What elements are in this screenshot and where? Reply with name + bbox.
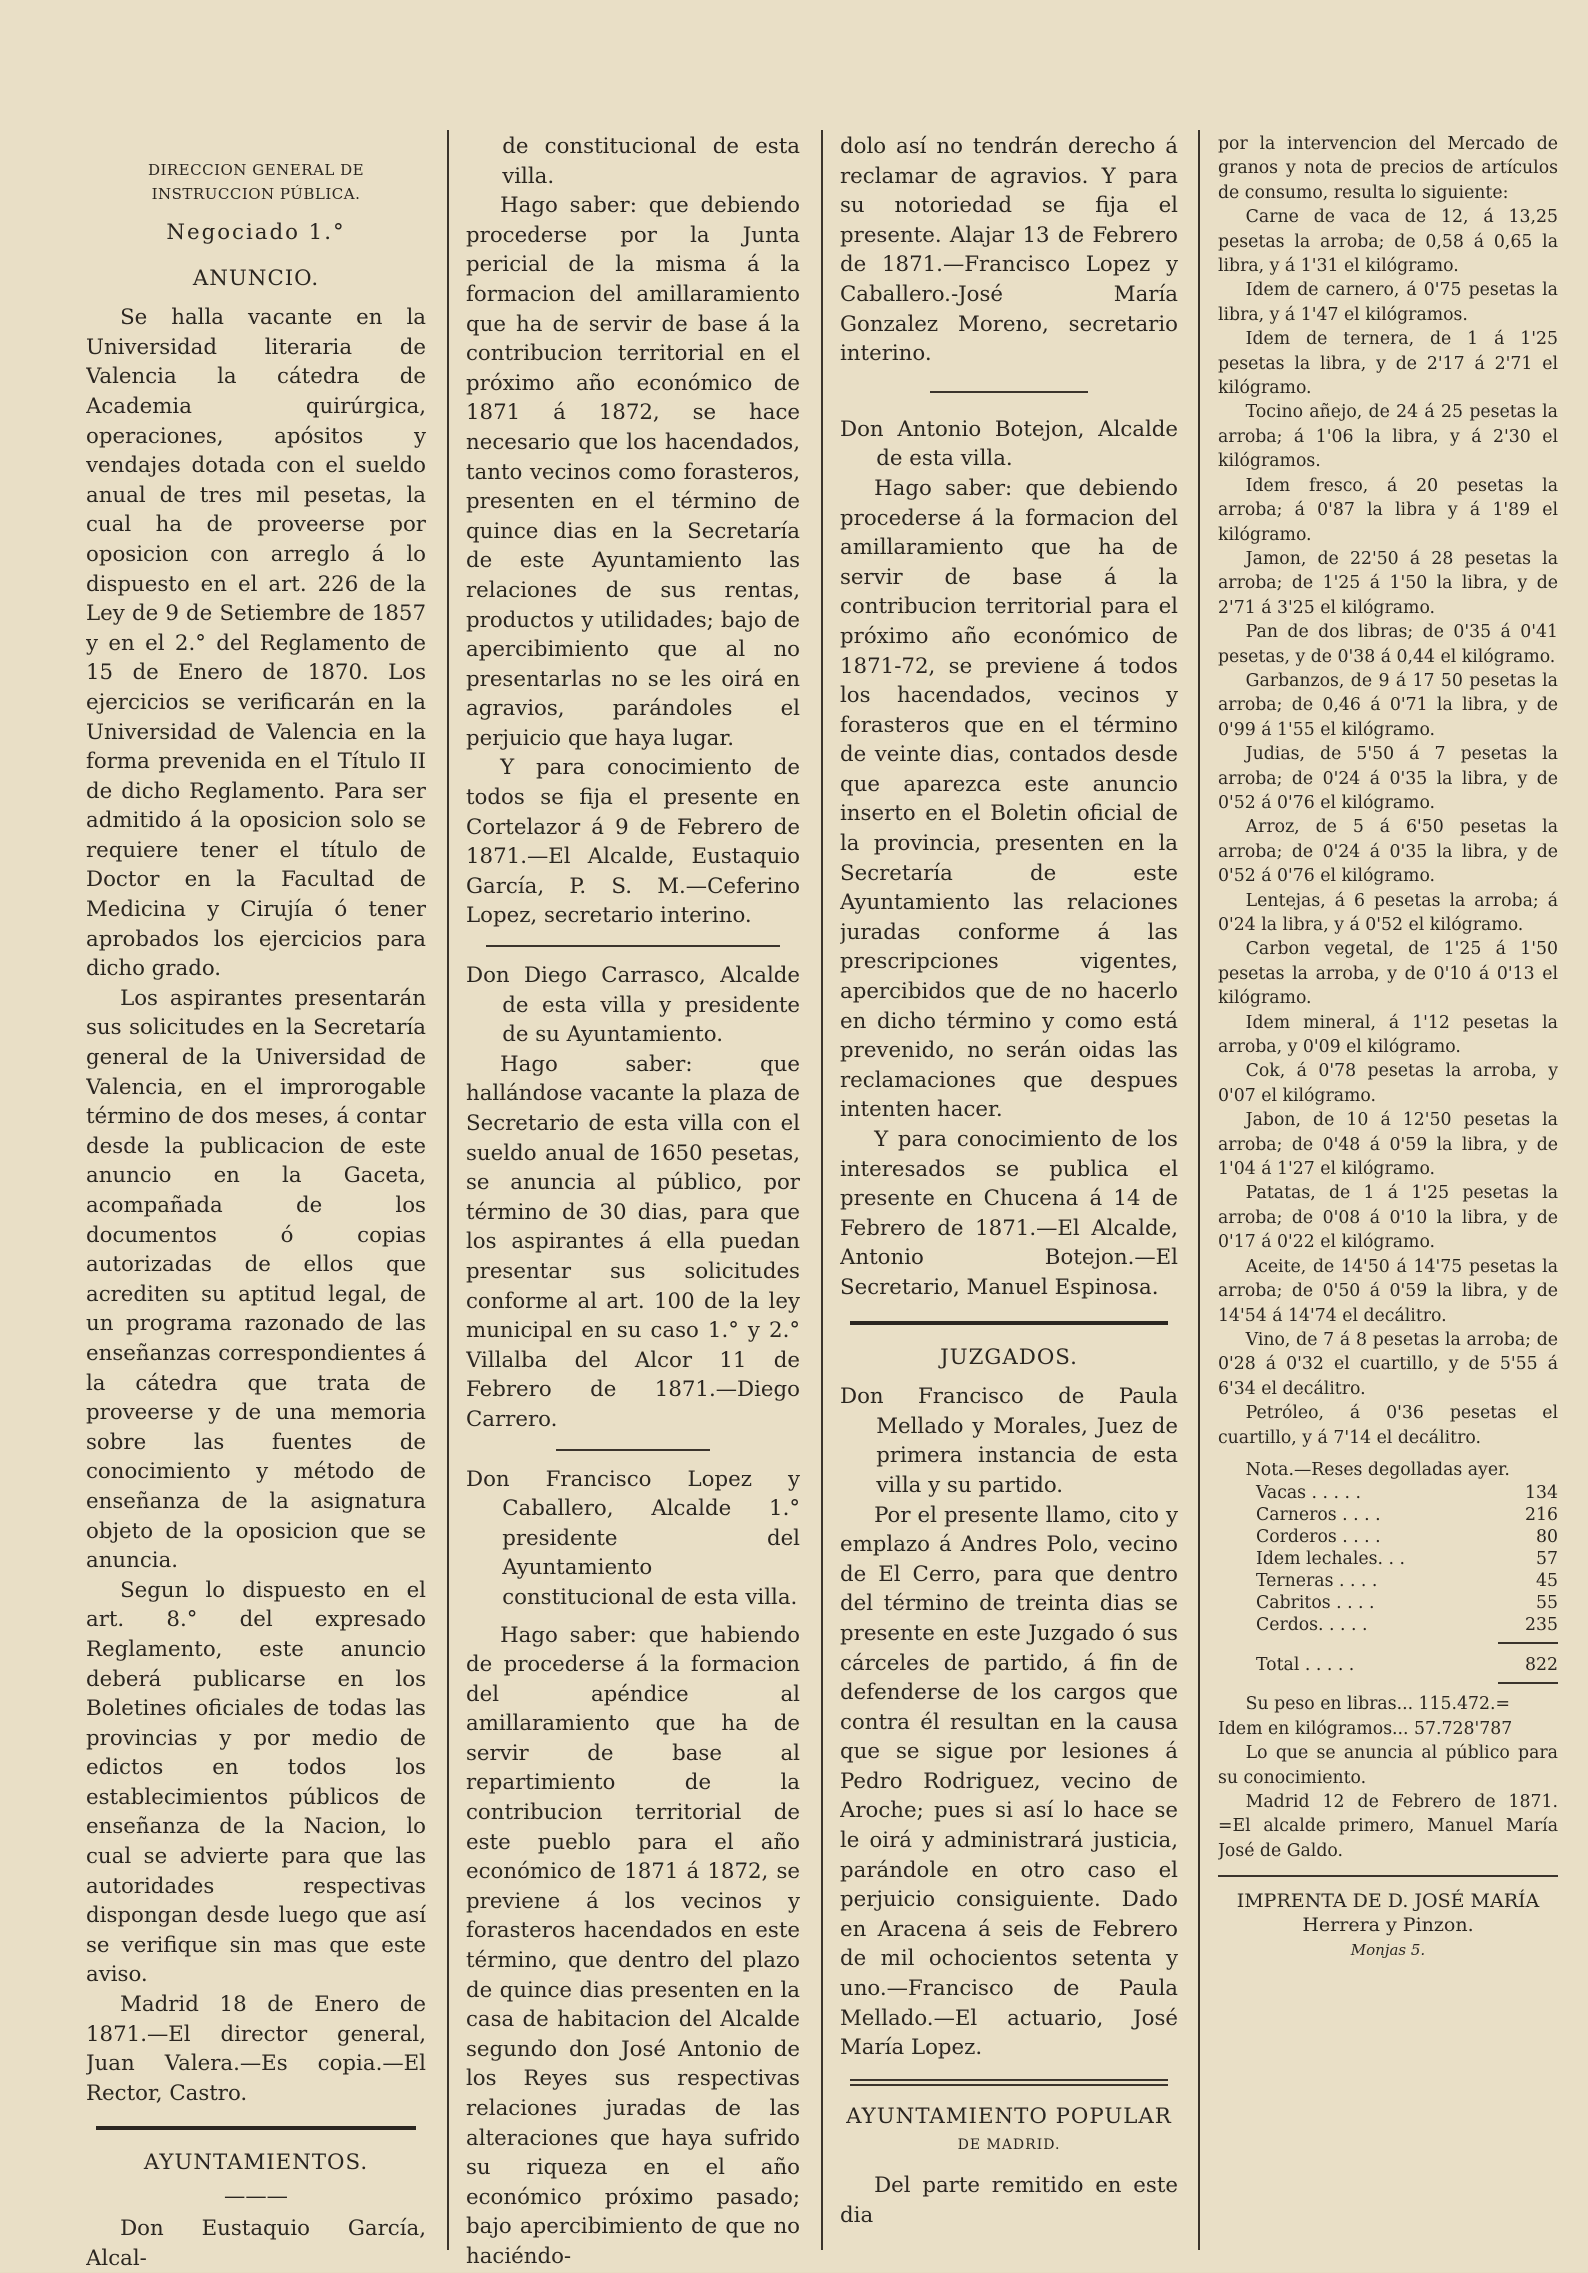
imprenta-address [1218, 1937, 1558, 1962]
price-item: Arroz, de 5 á 6'50 pesetas la arroba; de 0'24 á 0'35 la libra, y de 0'52 á 0'76 el kilógramo. [1218, 817, 1558, 887]
table-row [1218, 1548, 1558, 1570]
row-label: Vacas . . . . . [1256, 1483, 1361, 1504]
paragraph: de constitucional de esta villa. [502, 134, 800, 189]
row-value: 55 [1536, 1593, 1558, 1614]
paragraph: Madrid 12 de Febrero de 1871. =El alcalde primero, Manuel María José de Galdo. [1218, 1791, 1558, 1861]
paragraph: Por el presente llamo, cito y emplazo á Andres Polo, vecino de El Cerro, para que dentro del término de treinta dias se presente en este Juzgado ó sus cárceles de partido, á fin de defenderse de los cargos que contra él resultan en la causa que se sigue por lesiones á Pedro Rodriguez, vecino de Aroche; pues si así lo hace se le oirá y administrará justicia, parándole en otro caso el perjuicio consiguiente. Dado en Aracena á seis de Febrero de mil ochocientos setenta y uno.—Francisco de Paula Mellado.—El actuario, José María Lopez. [840, 1502, 1178, 2061]
total-rule-row [1218, 1636, 1558, 1644]
peso-line: Idem en kilógramos... 57.728'787 [1218, 1718, 1513, 1739]
table-row [1218, 1482, 1558, 1504]
row-value: 216 [1525, 1505, 1558, 1526]
row-label: Cerdos. . . . . [1256, 1615, 1368, 1636]
paragraph: Los aspirantes presentarán sus solicitudes en la Secretaría general de la Universidad de Valencia, en el improrogable término de dos meses, á contar desde la publicacion de este anuncio en la Gaceta, acompañada de los documentos ó copias autorizadas de ellos que acrediten su aptitud legal, de un programa razonado de las enseñanzas correspondientes á la cátedra que trata de proveerse y de una memoria sobre las fuentes de conocimiento y método de enseñanza de la asignatura objeto de la oposicion que se anuncia. [86, 985, 426, 1574]
price-item: Patatas, de 1 á 1'25 pesetas la arroba; de 0'08 á 0'10 la libra, y de 0'17 á 0'22 el kilógramo. [1218, 1183, 1558, 1253]
column-divider [1198, 130, 1200, 2250]
separator-rule [1218, 1875, 1558, 1877]
paragraph: Lo que se anuncia al público para su conocimiento. [1218, 1743, 1558, 1788]
heading-official [466, 1465, 800, 1613]
imprenta-address-text: Monjas 5. [1350, 1941, 1426, 1960]
paragraph: Hago saber: que habiendo de procederse á la formacion del apéndice al amillaramiento que ha de servir de base al repartimiento de la contribucion territorial de este pueblo para el año económico de 1871 á 1872, se previene á los vecinos y forasteros hacendados en este término, que dentro del plazo de quince dias presenten en la casa de habitacion del Alcalde segundo don José Antonio de los Reyes sus respectivas relaciones juradas de las alteraciones que haya sufrido su riqueza en el año económico próximo pasado; bajo apercibimiento de que no haciéndo- [466, 1622, 800, 2269]
heading-official [840, 1382, 1178, 1500]
column-3 [840, 132, 1178, 2230]
row-value: 235 [1525, 1615, 1558, 1636]
table-row [1218, 1504, 1558, 1526]
paragraph: Hago saber: que hallándose vacante la plaza de Secretario de esta villa con el sueldo anual de 1650 pesetas, se anuncia al público, por término de 30 dias, para que los aspirantes á ella puedan presentar sus solicitudes conforme al art. 100 de la ley municipal en su caso 1.° y 2.° Villalba del Alcor 11 de Febrero de 1871.—Diego Carrero. [466, 1051, 800, 1432]
price-item: Garbanzos, de 9 á 17 50 pesetas la arroba; de 0,46 á 0'71 la libra, y de 0'99 á 1'55 el kilógramo. [1218, 670, 1558, 740]
paragraph: Hago saber: que debiendo procederse á la formacion del amillaramiento que ha de servir de base á la contribucion territorial para el próximo año económico de 1871-72, se previene á todos los hacendados, vecinos y forasteros que en el término de veinte dias, contados desde que aparezca este anuncio inserto en el Boletin oficial de la provincia, presenten en la Secretaría de este Ayuntamiento las relaciones juradas conforme á las prescripciones vigentes, apercibidos que de no hacerlo en dicho término y como está prevenido, no serán oidas las reclamaciones que despues intenten hacer. [840, 475, 1178, 1123]
row-label: Corderos . . . . [1256, 1527, 1381, 1548]
price-item: Aceite, de 14'50 á 14'75 pesetas la arroba; de 0'50 á 0'59 la libra, y de 14'54 á 14'74 el decálitro. [1218, 1256, 1558, 1326]
heading-official [840, 415, 1178, 474]
paragraph: Hago saber: que debiendo procederse por la Junta pericial de la misma á la formacion del amillaramiento que ha de servir de base á la contribucion territorial en el próximo año económico de 1871 á 1872, se hace necesario que los hacendados, tanto vecinos como forasteros, presenten en el término de quince dias en la Secretaría de este Ayuntamiento las relaciones de sus rentas, productos y utilidades; bajo de apercibimiento que al no presentarlas no se les oirá en agravios, parándoles el perjuicio que haya lugar. [466, 193, 800, 751]
heading-official [466, 961, 800, 1050]
price-item: Tocino añejo, de 24 á 25 pesetas la arroba; á 1'06 la libra, y á 2'30 el kilógramos. [1218, 402, 1558, 472]
column-divider [447, 130, 449, 2250]
row-value: 134 [1525, 1483, 1558, 1504]
heading-text: Don Diego Carrasco, Alcalde de esta villa y presidente de su Ayuntamiento. [466, 963, 800, 1048]
separator-rule [486, 945, 780, 947]
dash-separator: ——— [224, 2184, 288, 2209]
total-rule [1498, 1682, 1558, 1684]
ayuntamiento-popular-title: AYUNTAMIENTO POPULAR [846, 2103, 1172, 2129]
column-divider [821, 130, 823, 2250]
table-row [1218, 1592, 1558, 1614]
price-item: Lentejas, á 6 pesetas la arroba; á 0'24 la libra, y á 0'52 el kilógramo. [1218, 890, 1558, 935]
row-label: Idem lechales. . . [1256, 1549, 1405, 1570]
paragraph: Se halla vacante en la Universidad literaria de Valencia la cátedra de Academia quirúrgica, operaciones, apósitos y vendajes dotada con el sueldo anual de tres mil pesetas, la cual ha de proveerse por oposicion con arreglo á lo dispuesto en el art. 226 de la Ley de 9 de Setiembre de 1857 y en el 2.° del Reglamento de 15 de Enero de 1870. Los ejercicios se verificarán en la Universidad de Valencia en la forma prevenida en el Título II de dicho Reglamento. Para ser admitido á la oposicion solo se requiere tener el título de Doctor en la Facultad de Medicina y Cirujía ó tener aprobados los ejercicios para dicho grado. [86, 305, 426, 982]
price-item: Carne de vaca de 12, á 13,25 pesetas la arroba; de 0,58 á 0,65 la libra, y á 1'31 el kilógramo. [1218, 207, 1558, 277]
table-row [1218, 1526, 1558, 1548]
paragraph: Del parte remitido en este dia [840, 2173, 1178, 2228]
heading-text: Don Francisco Lopez y Caballero, Alcalde 1.° presidente del Ayuntamiento constitucional de esta villa. [466, 1466, 800, 1610]
price-item: Idem mineral, á 1'12 pesetas la arroba, y 0'09 el kilógramo. [1218, 1012, 1558, 1058]
separator-rule [930, 391, 1088, 393]
section-rule [850, 1321, 1168, 1325]
row-value: 80 [1536, 1527, 1558, 1548]
heading-text: Don Antonio Botejon, Alcalde de esta villa. [840, 416, 1178, 472]
paragraph: Y para conocimiento de todos se fija el presente en Cortelazor á 9 de Febrero de 1871.—El Alcalde, Eustaquio García, P. S. M.—Ceferino Lopez, secretario interino. [466, 755, 800, 929]
column-4 [1218, 132, 1558, 1962]
paragraph: dolo así no tendrán derecho á reclamar de agravios. Y para su notoriedad se fija el presente. Alajar 13 de Febrero de 1871.—Francisco Lopez y Caballero.-José María Gonzalez Moreno, secretario interino. [840, 134, 1178, 367]
juzgados-title: JUZGADOS. [940, 1344, 1078, 1370]
price-item: Pan de dos libras; de 0'35 á 0'41 pesetas, y de 0'38 á 0,44 el kilógramo. [1218, 622, 1558, 667]
negociado-label: Negociado 1.° [166, 220, 346, 245]
paragraph: Y para conocimiento de los interesados se publica el presente en Chucena á 14 de Febrero de 1871.—El Alcalde, Antonio Botejon.—El Secretario, Manuel Espinosa. [840, 1127, 1178, 1300]
peso-line: Su peso en libras... 115.472.= [1245, 1694, 1510, 1715]
paragraph: Don Eustaquio García, Alcal- [86, 2216, 426, 2271]
imprenta-line: IMPRENTA DE D. JOSÉ MARÍA Herrera y Pinzon. [1236, 1890, 1540, 1937]
column-2 [466, 132, 800, 2272]
paragraph: por la intervencion del Mercado de granos y nota de precios de artículos de consumo, resulta lo siguiente: [1218, 134, 1558, 203]
price-item: Carbon vegetal, de 1'25 á 1'50 pesetas la arroba, y de 0'10 á 0'13 el kilógramo. [1218, 939, 1558, 1009]
paragraph: Madrid 18 de Enero de 1871.—El director general, Juan Valera.—Es copia.—El Rector, Castro. [86, 1992, 426, 2106]
price-item: Jabon, de 10 á 12'50 pesetas la arroba; de 0'48 á 0'59 la libra, y de 1'04 á 1'27 el kilógramo. [1218, 1110, 1558, 1180]
row-label: Terneras . . . . [1256, 1571, 1378, 1592]
price-item: Judias, de 5'50 á 7 pesetas la arroba; de 0'24 á 0'35 la libra, y de 0'52 á 0'76 el kilógramo. [1218, 744, 1558, 813]
ayuntamientos-title: AYUNTAMIENTOS. [143, 2150, 369, 2176]
row-label: Carneros . . . . [1256, 1505, 1381, 1526]
row-label: Cabritos . . . . [1256, 1593, 1375, 1614]
total-rule-row [1218, 1676, 1558, 1684]
row-value: 57 [1536, 1549, 1558, 1570]
table-row [1218, 1614, 1558, 1636]
table-row [1218, 1570, 1558, 1592]
section-header: DIRECCION GENERAL DE INSTRUCCION PÚBLICA. [147, 161, 365, 203]
price-item: Vino, de 7 á 8 pesetas la arroba; de 0'28 á 0'32 el cuartillo, y de 5'55 á 6'34 el decálitro. [1218, 1329, 1558, 1399]
price-item: Idem de carnero, á 0'75 pesetas la libra, y á 1'47 el kilógramos. [1218, 280, 1558, 325]
price-item: Idem de ternera, de 1 á 1'25 pesetas la libra, y de 2'17 á 2'71 el kilógramo. [1218, 329, 1558, 399]
section-rule [96, 2126, 416, 2130]
ayuntamiento-popular-subtitle: DE MADRID. [957, 2137, 1061, 2154]
separator-rule [556, 1449, 710, 1451]
paragraph: Segun lo dispuesto en el art. 8.° del expresado Reglamento, este anuncio deberá publicarse en los Boletines oficiales de todas las provincias y por medio de edictos en todos los establecimientos públicos de enseñanza de la Nacion, lo cual se advierte para que las autoridades respectivas dispongan desde luego que así se verifique sin mas que este aviso. [86, 1577, 426, 1988]
section-rule [850, 2079, 1168, 2086]
price-item: Idem fresco, á 20 pesetas la arroba; á 0'87 la libra y á 1'89 el kilógramo. [1218, 475, 1558, 545]
total-label: Total . . . . . [1256, 1655, 1355, 1676]
price-item: Cok, á 0'78 pesetas la arroba, y 0'07 el kilógramo. [1218, 1061, 1558, 1106]
reses-table [1218, 1482, 1558, 1684]
heading-text: Don Francisco de Paula Mellado y Morales, Juez de primera instancia de esta villa y su partido. [840, 1384, 1178, 1498]
price-item: Jamon, de 22'50 á 28 pesetas la arroba; de 1'25 á 1'50 la libra, y de 2'71 á 3'25 el kilógramo. [1218, 548, 1558, 618]
total-value: 822 [1525, 1655, 1558, 1676]
price-item: Petróleo, á 0'36 pesetas el cuartillo, y á 7'14 el decálitro. [1218, 1403, 1558, 1448]
anuncio-title: ANUNCIO. [192, 265, 320, 291]
column-1 [86, 158, 426, 2273]
nota-label: Nota.—Reses degolladas ayer. [1245, 1459, 1510, 1480]
row-value: 45 [1536, 1571, 1558, 1592]
total-row [1218, 1644, 1558, 1676]
